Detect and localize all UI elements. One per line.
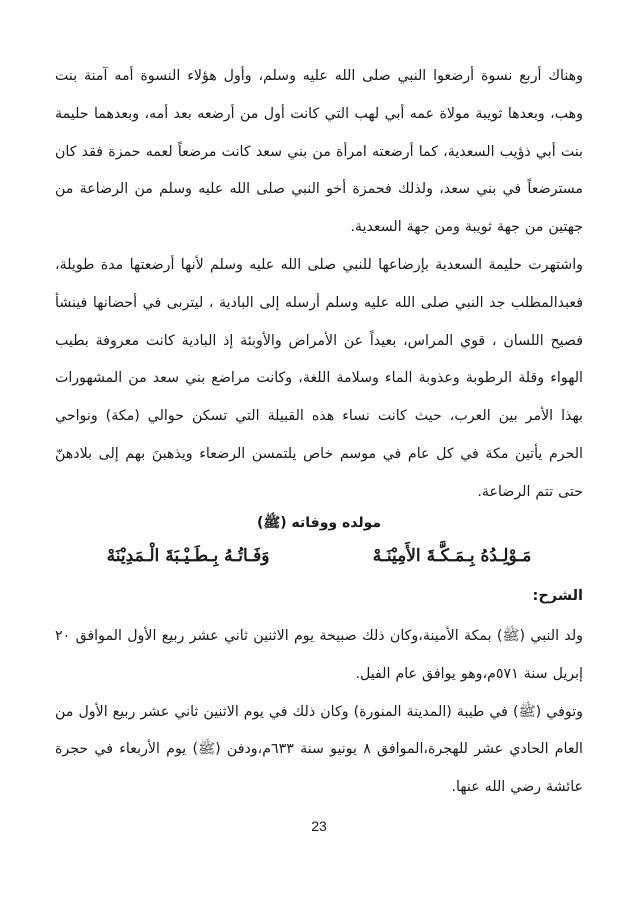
verse-second-hemistich: وَفَـاتُـهُ بِـطَـيْـبَةَ الْـمَدِيْنَهْ [106,546,270,566]
paragraph-halima-sadia: واشتهرت حليمة السعدية بإرضاعها للنبي صلى الله عليه وسلم لأنها أرضعتها مدة طويلة، فعبدالمطلب جد النبي صلى الله عليه وسلم أرسله إلى البادية ، ليتربى في أحضانها فينشأ فصيح اللسان ، قوي المراس، بعيداً عن الأمراض والأوبئة إذ البادية كانت معروفة بطيب الهواء وقلة الرطوبة وعذوبة الماء وسلامة اللغة، وكانت مراضع بني سعد من المشهورات بهذا الأمر بين العرب، حيث كانت نساء هذه القبيلة التي تسكن حوالي (مكة) ونواحي الحرم يأتين مكة في كل عام في موسم خاص يلتمسن الرضعاء ويذهبنَ بهم إلى بلادهنّ حتى تتم الرضاعة. [55,256,583,500]
paragraph-birth: ولد النبي (ﷺ) بمكة الأمينة،وكان ذلك صبيحة يوم الاثنين ثاني عشر ربيع الأول الموافق ٢٠ إبريل سنة ٥٧١م،وهو يوافق عام الفيل. [55,628,583,682]
paragraph-death: وتوفي (ﷺ) في طيبة (المدينة المنورة) وكان ذلك في يوم الاثنين ثاني عشر ربيع الأول من العام الحادي عشر للهجرة،الموافق ٨ يونيو سنة ٦٣٣م،ودفن (ﷺ) يوم الأربعاء في حجرة عائشة رضي الله عنها. [55,703,583,796]
verse-first-hemistich: مَـوْلِـدُهُ بِـمَـكَّـةَ الأَمِيْنَـهْ [372,546,532,566]
page-number: 23 [311,818,327,834]
page-body [55,58,583,903]
commentary-label: الشرح: [532,588,583,604]
commentary-body [55,618,583,807]
section-heading: مولده ووفاته (ﷺ) [256,515,382,531]
poem-verse [55,546,583,566]
paragraph-nursing-women: وهناك أربع نسوة أرضعوا النبي صلى الله عليه وسلم، وأول هؤلاء النسوة أمه آمنة بنت وهب، وبعدها ثويبة مولاة عمه أبي لهب التي كانت أول من أرضعه بعد أمه، وبعدهما حليمة بنت أبي ذؤيب السعدية، كما أرضعته امرأة من بني سعد كانت مرضعاً لعمه حمزة فقد كان مسترضعاً في بني سعد، ولذلك فحمزة أخو النبي صلى الله عليه وسلم من الرضاعة من جهتين من جهة ثويبة ومن جهة السعدية. [55,68,583,236]
